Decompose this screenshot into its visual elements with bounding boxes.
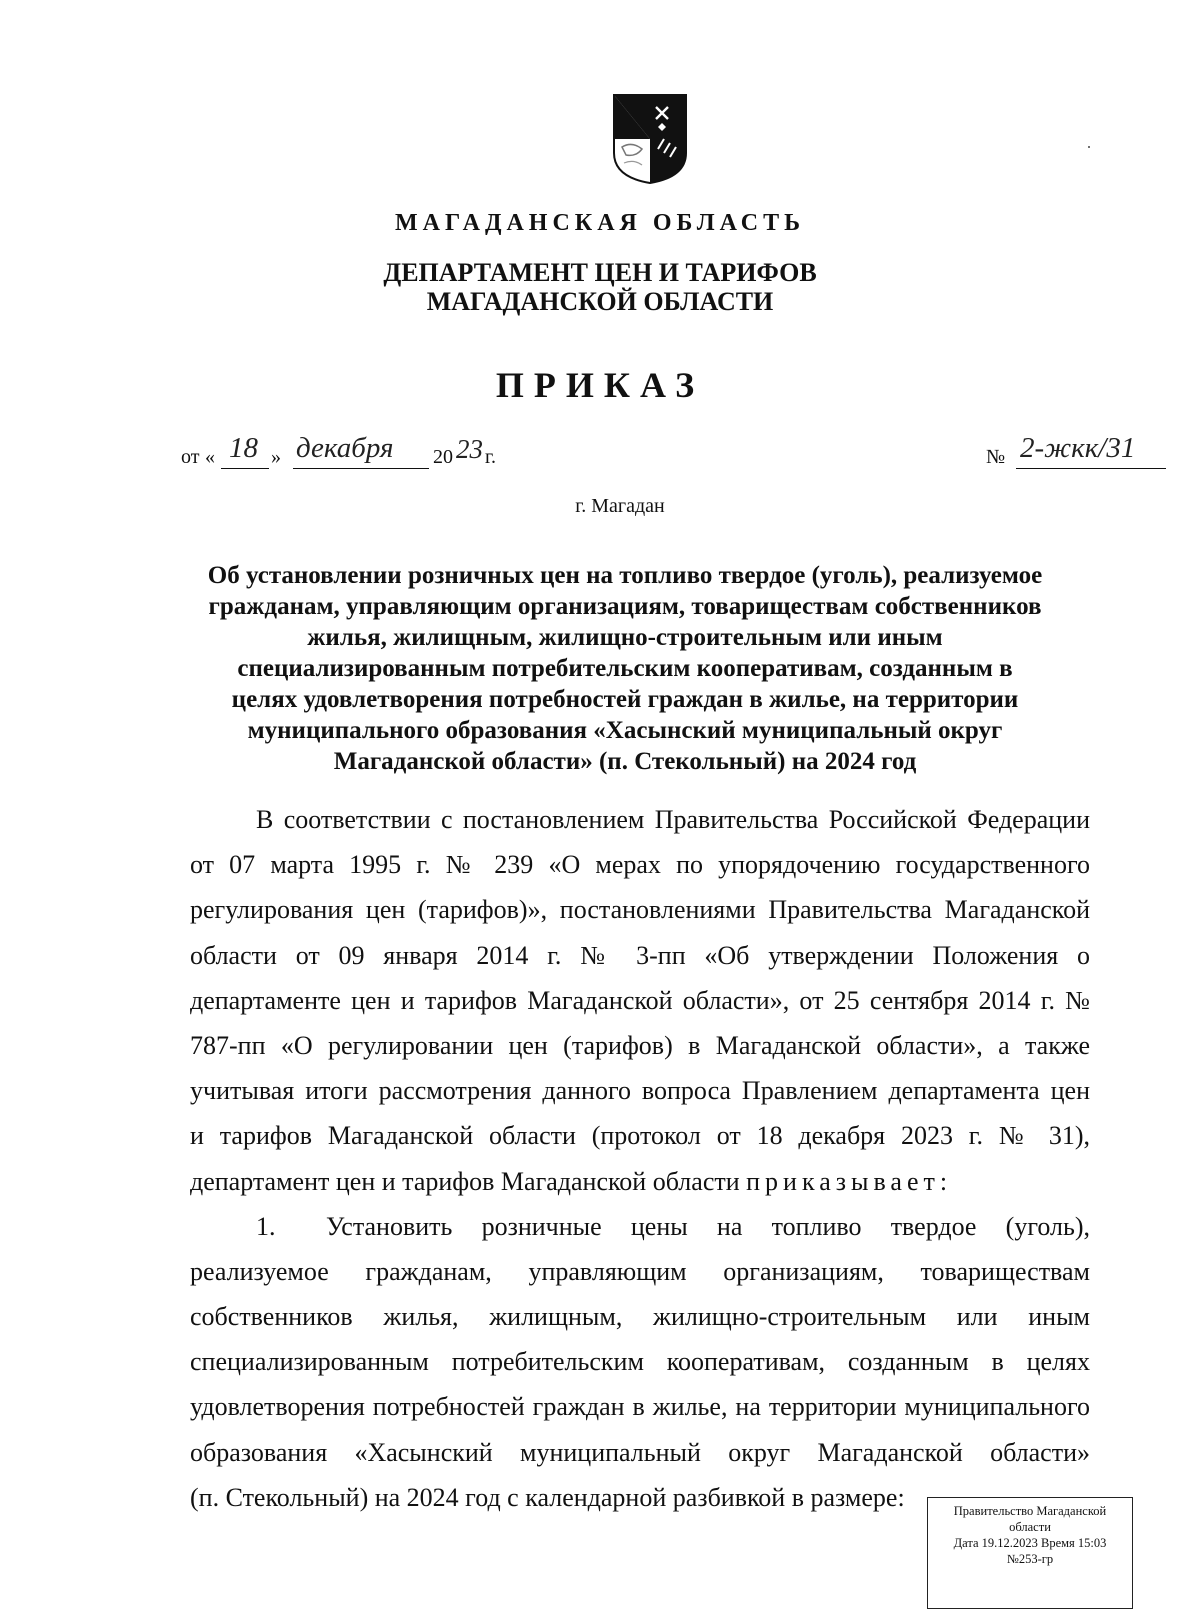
subject-line: Об установлении розничных цен на топливо твердое (уголь), реализуемое [207,562,1043,589]
department-line-2: МАГАДАНСКОЙ ОБЛАСТИ [426,287,774,316]
scan-speck [1088,146,1090,148]
preamble-line: и тарифов Магаданской области (протокол от 18 декабря 2023 г. № 31), [190,1121,1090,1151]
subject-line: гражданам, управляющим организациям, товариществам собственников [208,593,1042,620]
preamble-line: департаменте цен и тарифов Магаданской области», от 25 сентября 2014 г. № [190,985,1090,1015]
date-year-handwritten: 23 [456,434,483,464]
preamble-line: учитывая итоги рассмотрения данного вопроса Правлением департамента цен [190,1076,1090,1106]
item-1-line: специализированным потребительским кооперативам, созданным в целях [190,1347,1090,1377]
department-name [0,258,1200,316]
preamble-line-final [190,1159,1090,1204]
order-subject [170,560,1080,777]
registration-stamp [927,1497,1133,1609]
preamble-line: регулирования цен (тарифов)», постановлениями Правительства Магаданской [190,895,1090,925]
preamble-line: В соответствии с постановлением Правительства Российской Федерации [256,805,1090,834]
item-1-line: образования «Хасынский муниципальный округ Магаданской области» [190,1437,1090,1467]
order-number-handwritten: 2-жкк/31 [1020,432,1136,464]
stamp-line-1: Правительство Магаданской [953,1504,1107,1518]
document-type: ПРИКАЗ [495,365,705,405]
subject-line: жилья, жилищным, жилищно-строительным или иным [307,624,943,651]
coat-of-arms-emblem [612,93,688,185]
date-year-prefix: 20 [433,446,453,468]
item-1-line: (п. Стекольный) на 2024 год с календарной разбивкой в размере: [190,1482,905,1512]
preamble-line: 787-пп «О регулировании цен (тарифов) в Магаданской области», а также [190,1030,1090,1060]
orders-word: приказывает: [746,1166,953,1196]
order-body [190,797,1090,1520]
city: г. Магадан [575,495,665,517]
date-year-suffix: г. [485,446,496,468]
subject-line: специализированным потребительским кооперативам, созданным в [237,655,1013,682]
order-date [181,432,541,472]
item-1-text: Установить розничные цены на топливо твердое (уголь), [326,1211,1090,1241]
preamble-line: области от 09 января 2014 г. № 3-пп «Об утверждении Положения о [190,940,1090,970]
item-1-line: удовлетворения потребностей граждан в жилье, на территории муниципального [190,1392,1090,1422]
stamp-line-3: Дата 19.12.2023 Время 15:03 [953,1536,1107,1550]
stamp-line-4: №253-гр [1006,1552,1054,1566]
day-underline [221,468,269,469]
preamble-text: департамент цен и тарифов Магаданской области [190,1166,740,1196]
date-prefix: от [181,446,200,468]
subject-line: целях удовлетворения потребностей граждан в жилье, на территории [231,686,1019,713]
item-1-line: собственников жилья, жилищным, жилищно-строительным или иным [190,1302,1090,1332]
item-1-line: реализуемое гражданам, управляющим организациям, товариществам [190,1256,1090,1286]
month-underline [293,468,429,469]
department-line-1: ДЕПАРТАМЕНТ ЦЕН И ТАРИФОВ [383,258,817,287]
date-month-handwritten: декабря [296,432,394,464]
stamp-line-2: области [1009,1520,1051,1534]
preamble-line: от 07 марта 1995 г. № 239 «О мерах по упорядочению государственного [190,850,1090,880]
number-underline [1016,468,1166,469]
date-quote-close: » [271,446,281,468]
item-1-number: 1. [256,1211,276,1241]
subject-line: Магаданской области» (п. Стекольный) на 2024 год [333,748,917,775]
date-quote-open: « [205,446,215,468]
order-number [986,432,1176,472]
item-1-first-line [190,1204,1090,1249]
subject-line: муниципального образования «Хасынский муниципальный округ [247,717,1003,744]
date-day-handwritten: 18 [229,432,258,464]
number-sign: № [986,446,1006,468]
region-title: МАГАДАНСКАЯ ОБЛАСТЬ [394,210,806,236]
